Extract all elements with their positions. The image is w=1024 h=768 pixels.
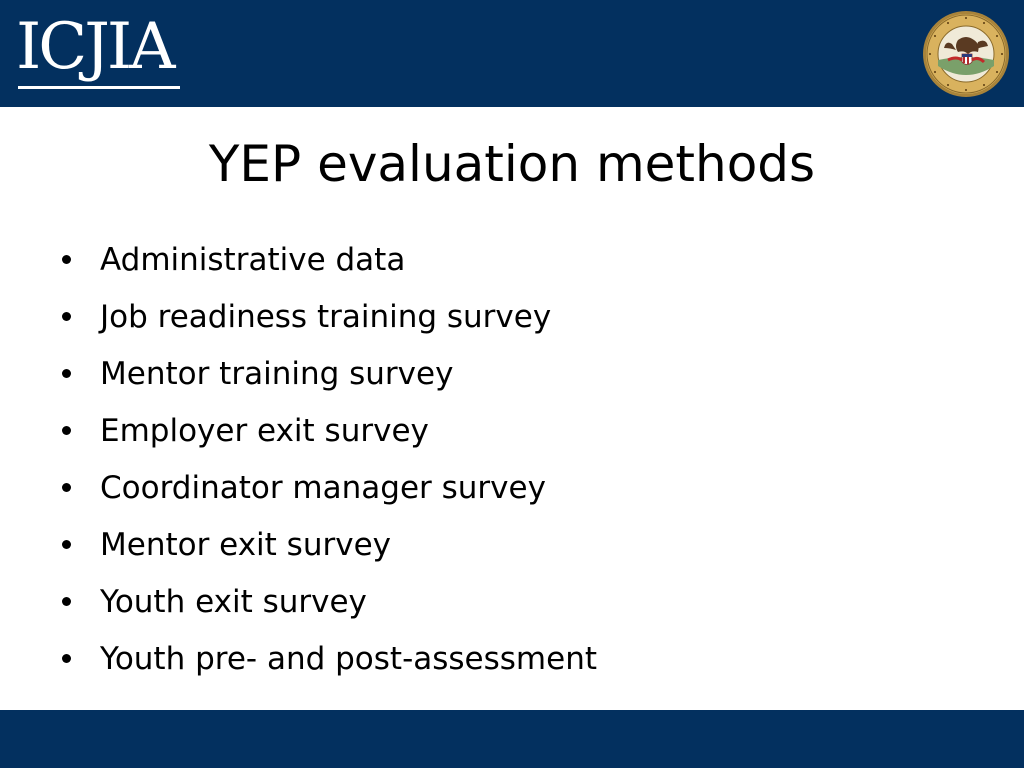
bullet-dot-icon — [62, 255, 71, 264]
bullet-dot-icon — [62, 540, 71, 549]
footer-bar — [0, 710, 1024, 768]
bullet-text: Job readiness training survey — [100, 299, 552, 335]
bullet-item — [60, 631, 597, 688]
bullet-dot-icon — [62, 597, 71, 606]
bullet-text: Mentor training survey — [100, 356, 454, 392]
illinois-state-seal — [922, 10, 1010, 98]
bullet-item — [60, 232, 597, 289]
slide-title: YEP evaluation methods — [208, 135, 816, 193]
icjia-logo — [16, 12, 184, 94]
header-bar — [0, 0, 1024, 107]
bullet-text: Mentor exit survey — [100, 527, 391, 563]
bullet-item — [60, 289, 597, 346]
bullet-dot-icon — [62, 426, 71, 435]
bullet-list — [60, 232, 597, 688]
bullet-item — [60, 346, 597, 403]
bullet-text: Coordinator manager survey — [100, 470, 546, 506]
bullet-item — [60, 574, 597, 631]
bullet-text: Youth pre- and post-assessment — [100, 641, 597, 677]
bullet-dot-icon — [62, 312, 71, 321]
bullet-item — [60, 517, 597, 574]
bullet-text: Administrative data — [100, 242, 406, 278]
bullet-dot-icon — [62, 483, 71, 492]
logo-underline — [18, 86, 180, 89]
bullet-item — [60, 403, 597, 460]
bullet-dot-icon — [62, 654, 71, 663]
bullet-dot-icon — [62, 369, 71, 378]
logo-text: ICJIA — [16, 10, 173, 84]
bullet-text: Employer exit survey — [100, 413, 429, 449]
bullet-text: Youth exit survey — [100, 584, 367, 620]
bullet-item — [60, 460, 597, 517]
